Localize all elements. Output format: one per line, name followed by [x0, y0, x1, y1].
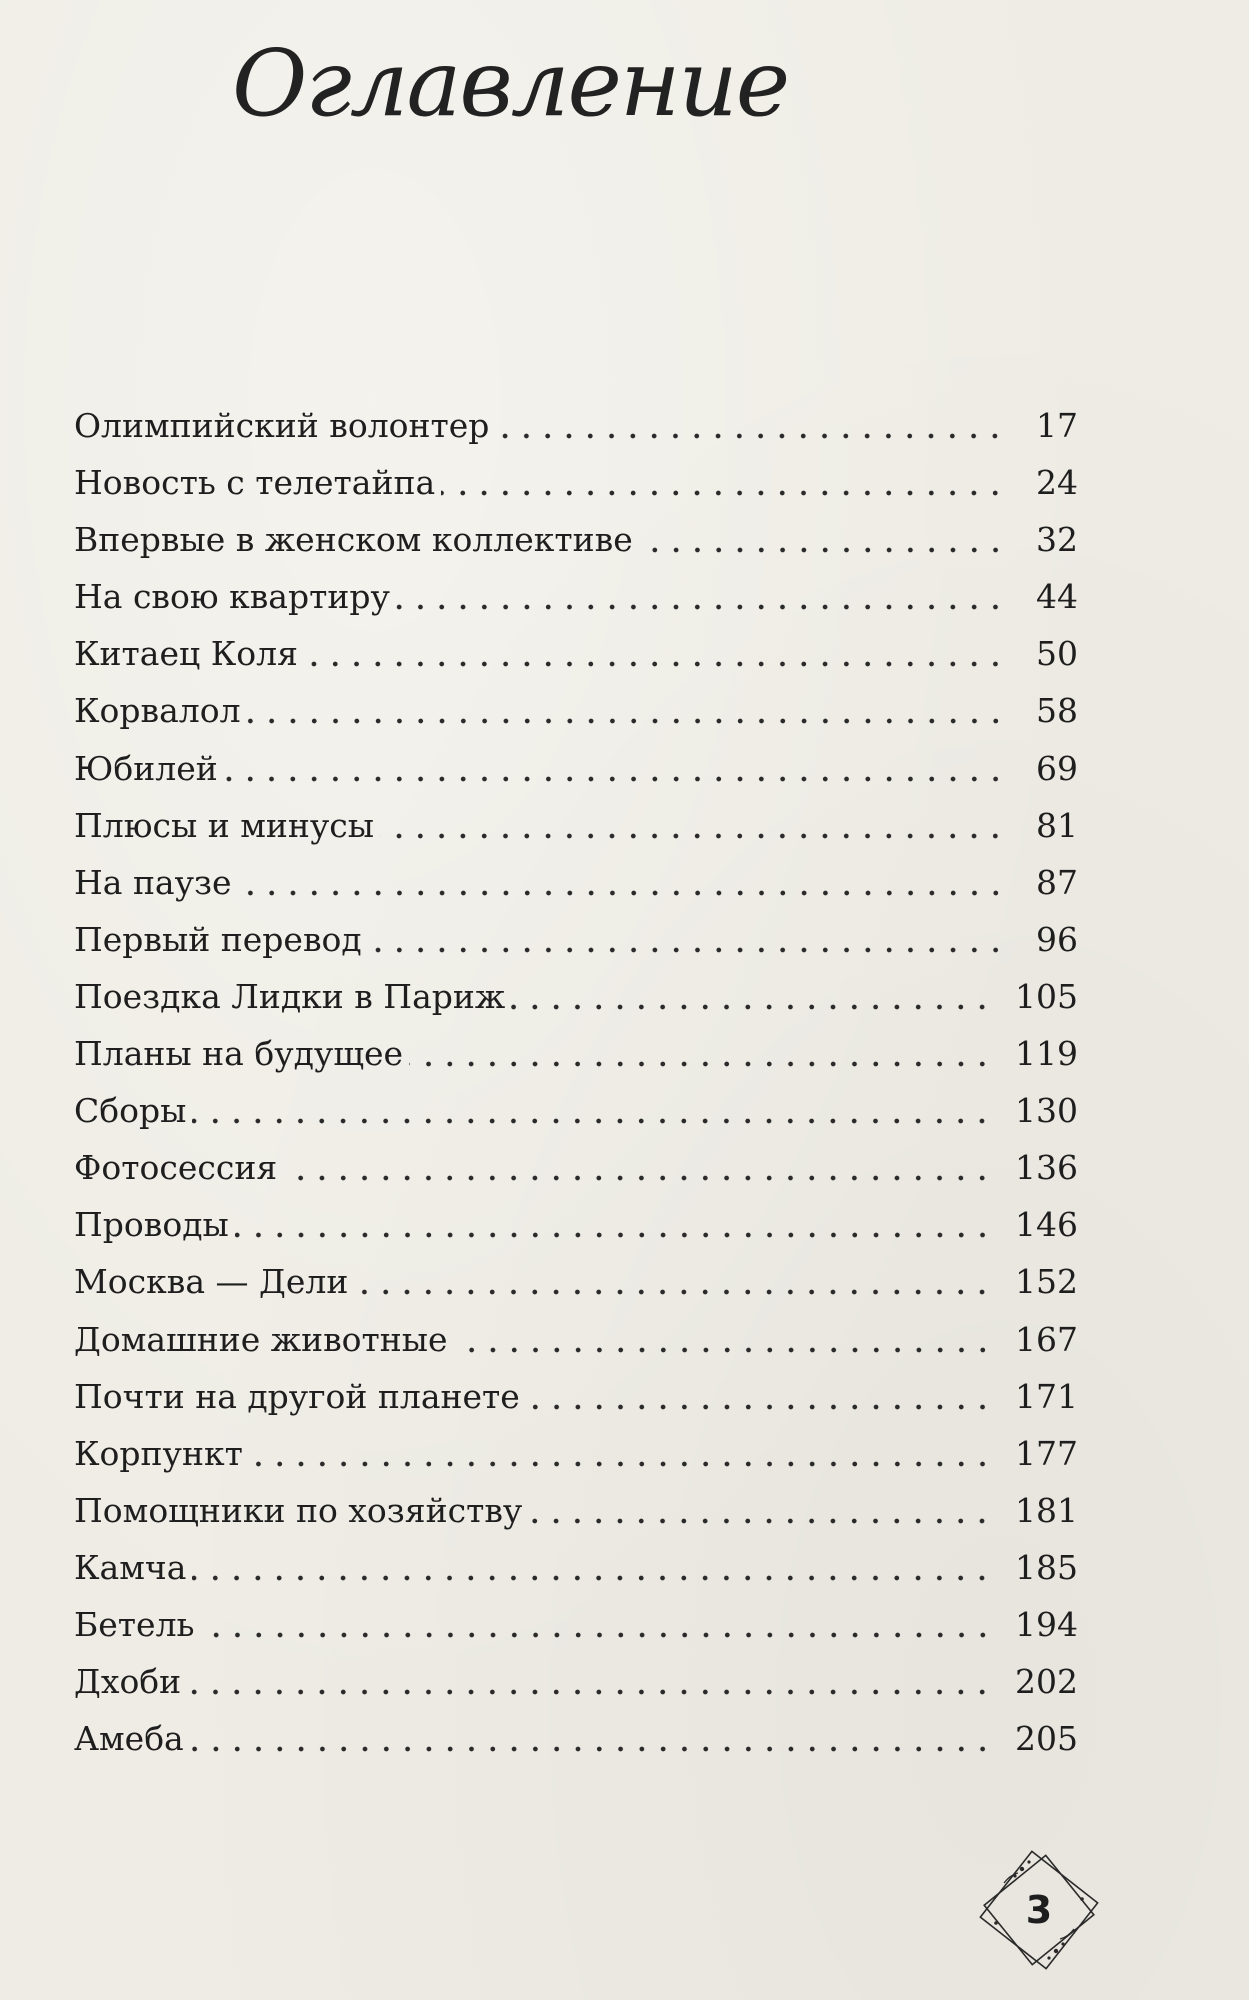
toc-entry [74, 1196, 1078, 1253]
toc-entry [74, 1596, 1078, 1653]
toc-entry-title: Фотосессия [74, 1148, 278, 1188]
toc-entry-page: 171 [1015, 1376, 1078, 1416]
toc-leader-dots [187, 1687, 993, 1697]
toc-leader-dots [249, 1459, 993, 1469]
toc-entry-title: Помощники по хозяйству [74, 1490, 523, 1530]
toc-entry-page: 130 [1015, 1091, 1078, 1131]
toc-leader-dots [526, 1402, 993, 1412]
toc-leader-dots [396, 602, 1006, 612]
toc-entry-title: Плюсы и минусы [74, 805, 375, 845]
toc-entry-title: Дхоби [74, 1662, 182, 1702]
toc-entry-page: 167 [1015, 1319, 1078, 1359]
toc-entry [74, 854, 1078, 911]
toc-entry-page: 194 [1015, 1604, 1078, 1644]
toc-entry-title: Поездка Лидки в Париж [74, 976, 506, 1016]
toc-entry-page: 136 [1015, 1148, 1078, 1188]
toc-entry [74, 568, 1078, 625]
toc-entry-title: Проводы [74, 1205, 229, 1245]
toc-entry-page: 177 [1015, 1433, 1078, 1473]
toc-leader-dots [235, 1230, 993, 1240]
toc-leader-dots [639, 545, 1006, 555]
toc-leader-dots [247, 716, 1006, 726]
page-number-badge [974, 1845, 1104, 1975]
toc-entry-page: 69 [1036, 748, 1078, 788]
toc-entry-title: Москва — Дели [74, 1262, 349, 1302]
toc-entry [74, 740, 1078, 797]
toc-entry-page: 146 [1015, 1205, 1078, 1245]
toc-entry-title: Китаец Коля [74, 634, 298, 674]
toc-leader-dots [192, 1116, 993, 1126]
toc-leader-dots [409, 1059, 993, 1069]
toc-entry-title: На свою квартиру [74, 577, 390, 617]
toc-leader-dots [304, 659, 1006, 669]
toc-entry-page: 119 [1015, 1034, 1078, 1074]
toc-entry-page: 58 [1036, 691, 1078, 731]
toc-leader-dots [192, 1573, 993, 1583]
toc-entry-title: Юбилей [74, 748, 218, 788]
toc-leader-dots [528, 1516, 993, 1526]
toc-entry-page: 205 [1015, 1719, 1078, 1759]
page-number: 3 [1025, 1888, 1053, 1932]
toc-leader-dots [380, 831, 1006, 841]
toc-entry [74, 911, 1078, 968]
toc-leader-dots [190, 1744, 993, 1754]
toc-entry-title: Первый перевод [74, 919, 362, 959]
toc-entry-title: Сборы [74, 1091, 187, 1131]
toc-entry-title: Впервые в женском коллективе [74, 520, 633, 560]
toc-leader-dots [368, 945, 1006, 955]
toc-entry-title: На паузе [74, 862, 232, 902]
toc-entry-title: Почти на другой планете [74, 1376, 520, 1416]
toc-entry [74, 1539, 1078, 1596]
toc-entry-title: Олимпийский волонтер [74, 406, 490, 445]
toc-entry [74, 797, 1078, 854]
toc-entry [74, 1025, 1078, 1082]
toc-entry-page: 17 [1036, 406, 1078, 445]
toc-leader-dots [495, 431, 1006, 441]
toc-entry [74, 1425, 1078, 1482]
toc-entry [74, 682, 1078, 739]
toc-entry [74, 1311, 1078, 1368]
toc-leader-dots [224, 774, 1006, 784]
toc-leader-dots [454, 1345, 993, 1355]
toc-entry-page: 81 [1036, 805, 1078, 845]
toc-leader-dots [511, 1002, 993, 1012]
toc-entry [74, 1482, 1078, 1539]
toc-entry-page: 87 [1036, 862, 1078, 902]
toc-entry-title: Планы на будущее [74, 1034, 404, 1074]
toc-entry-title: Камча [74, 1547, 187, 1587]
toc-entry-page: 96 [1036, 919, 1078, 959]
toc-entry [74, 1139, 1078, 1196]
toc-entry-page: 181 [1015, 1490, 1078, 1530]
toc-entry-page: 202 [1015, 1662, 1078, 1702]
toc-entry-page: 32 [1036, 520, 1078, 560]
toc-leader-dots [201, 1630, 994, 1640]
toc-entry-page: 105 [1015, 976, 1078, 1016]
toc-entry-title: Новость с телетайпа [74, 463, 436, 503]
toc-entry-page: 24 [1036, 463, 1078, 503]
toc-entry-title: Корпункт [74, 1433, 243, 1473]
toc-entry-title: Корвалол [74, 691, 241, 731]
toc-leader-dots [354, 1287, 993, 1297]
toc-entry-page: 44 [1036, 577, 1078, 617]
toc-entry-title: Домашние животные [74, 1319, 448, 1359]
toc-entry [74, 1368, 1078, 1425]
toc-entry-title: Амеба [74, 1719, 184, 1759]
toc-entry [74, 454, 1078, 511]
table-of-contents [74, 397, 1078, 1767]
toc-entry [74, 511, 1078, 568]
toc-leader-dots [441, 488, 1006, 498]
toc-entry [74, 1710, 1078, 1767]
toc-leader-dots [283, 1173, 993, 1183]
toc-entry-page: 185 [1015, 1547, 1078, 1587]
toc-entry [74, 1653, 1078, 1710]
toc-entry [74, 397, 1078, 454]
toc-entry [74, 625, 1078, 682]
toc-entry-page: 50 [1036, 634, 1078, 674]
toc-entry [74, 968, 1078, 1025]
toc-entry-page: 152 [1015, 1262, 1078, 1302]
toc-entry [74, 1253, 1078, 1310]
toc-entry-title: Бетель [74, 1604, 195, 1644]
toc-leader-dots [238, 888, 1006, 898]
page-title: Оглавление [232, 30, 789, 137]
toc-entry [74, 1082, 1078, 1139]
